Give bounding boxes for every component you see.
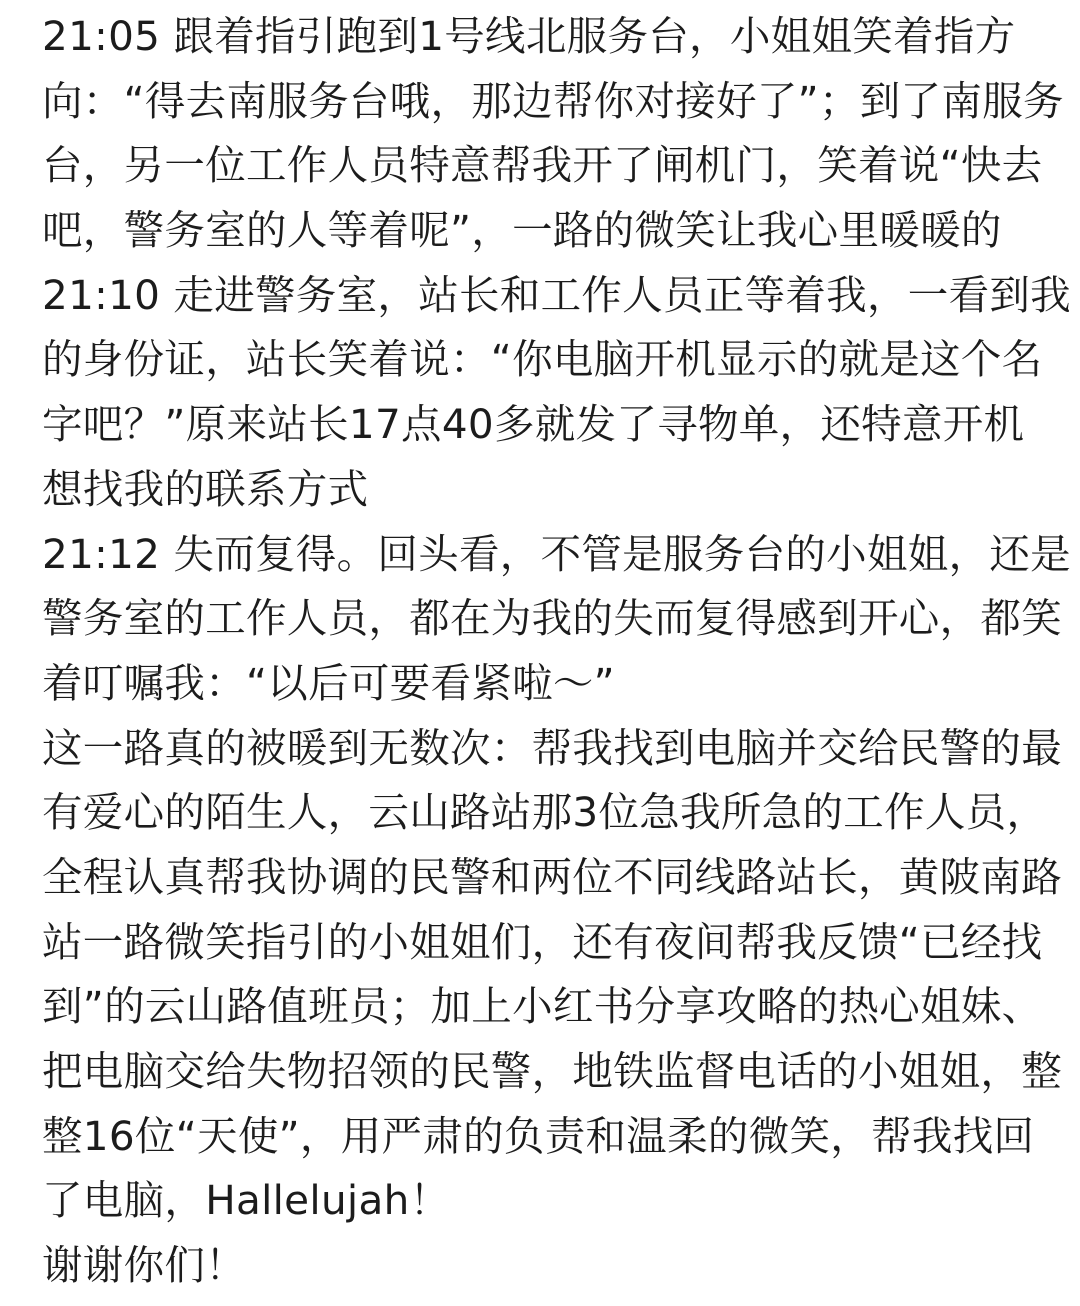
text-line: 有爱心的陌生人，云山路站那3位急我所急的工作人员， (42, 788, 1048, 837)
text-line: 了电脑，Hallelujah！ (42, 1176, 451, 1225)
text-line: 着叮嘱我：“以后可要看紧啦～” (42, 658, 615, 707)
text-line: 警务室的工作人员，都在为我的失而复得感到开心，都笑 (42, 594, 1062, 643)
text-line: 字吧？”原来站长17点40多就发了寻物单，还特意开机 (42, 400, 1025, 449)
text-line: 想找我的联系方式 (42, 464, 369, 513)
text-line: 21:12 失而复得。回头看，不管是服务台的小姐姐，还是 (42, 529, 1071, 578)
text-line: 整16位“天使”，用严肃的负责和温柔的微笑，帮我找回 (42, 1111, 1035, 1160)
post-text (42, 4, 1071, 1298)
text-line: 这一路真的被暖到无数次：帮我找到电脑并交给民警的最 (42, 723, 1062, 772)
text-line: 到”的云山路值班员；加上小红书分享攻略的热心姐妹、 (42, 982, 1043, 1031)
text-line: 21:10 走进警务室，站长和工作人员正等着我，一看到我 (42, 270, 1071, 319)
text-line: 台，另一位工作人员特意帮我开了闸机门，笑着说“快去 (42, 141, 1043, 190)
text-line: 吧，警务室的人等着呢”，一路的微笑让我心里暖暖的 (42, 206, 1002, 255)
text-line: 的身份证，站长笑着说：“你电脑开机显示的就是这个名 (42, 335, 1043, 384)
text-line: 把电脑交给失物招领的民警，地铁监督电话的小姐姐，整 (42, 1047, 1062, 1095)
text-line: 谢谢你们！ (42, 1241, 246, 1290)
text-line: 向：“得去南服务台哦，那边帮你对接好了”；到了南服务 (42, 76, 1064, 125)
text-line: 全程认真帮我协调的民警和两位不同线路站长，黄陂南路 (42, 852, 1062, 901)
text-line: 站一路微笑指引的小姐姐们，还有夜间帮我反馈“已经找 (42, 917, 1043, 966)
text-line: 21:05 跟着指引跑到1号线北服务台，小姐姐笑着指方 (42, 12, 1016, 60)
